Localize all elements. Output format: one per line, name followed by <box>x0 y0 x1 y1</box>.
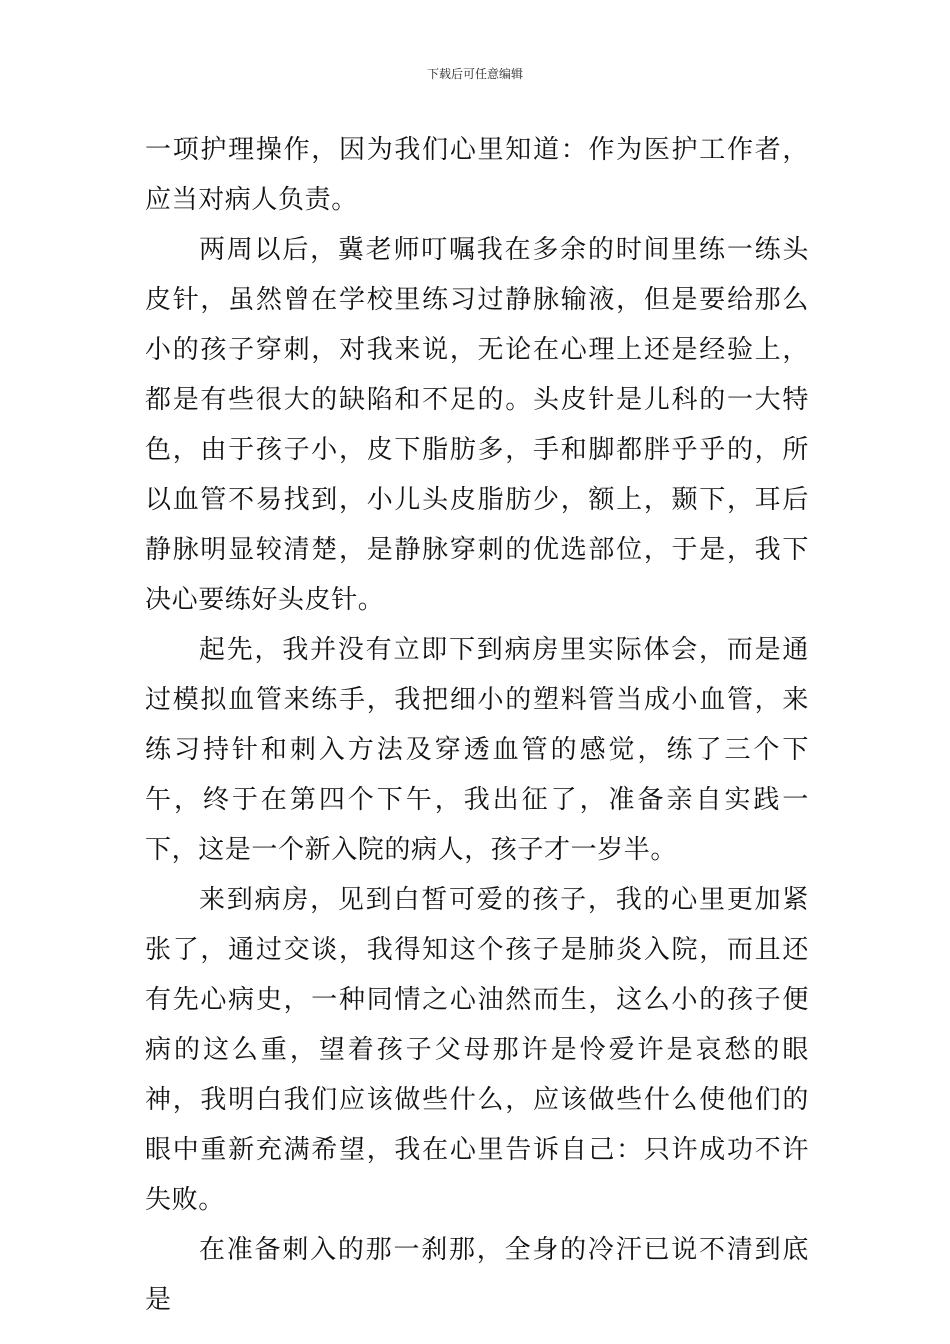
paragraph-1: 一项护理操作，因为我们心里知道：作为医护工作者，应当对病人负责。 <box>145 135 809 215</box>
paragraph-5: 在准备刺入的那一刹那，全身的冷汗已说不清到底是 <box>145 1235 809 1315</box>
paragraph-3: 起先，我并没有立即下到病房里实际体会，而是通过模拟血管来练手，我把细小的塑料管当成小血管，来练习持针和刺入方法及穿透血管的感觉，练了三个下午，终于在第四个下午，我出征了，准备亲自实践一下，这是一个新入院的病人，孩子才一岁半。 <box>145 635 809 865</box>
page-header-note: 下载后可任意编辑 <box>426 67 523 81</box>
body-text <box>145 125 809 1325</box>
paragraph-2: 两周以后，冀老师叮嘱我在多余的时间里练一练头皮针，虽然曾在学校里练习过静脉输液，但是要给那么小的孩子穿刺，对我来说，无论在心理上还是经验上，都是有些很大的缺陷和不足的。头皮针是儿科的一大特色，由于孩子小，皮下脂肪多，手和脚都胖乎乎的，所以血管不易找到，小儿头皮脂肪少，额上，颞下，耳后静脉明显较清楚，是静脉穿刺的优选部位，于是，我下决心要练好头皮针。 <box>145 235 809 615</box>
paragraph-4: 来到病房，见到白皙可爱的孩子，我的心里更加紧张了，通过交谈，我得知这个孩子是肺炎入院，而且还有先心病史，一种同情之心油然而生，这么小的孩子便病的这么重，望着孩子父母那许是怜爱许是哀愁的眼神，我明白我们应该做些什么，应该做些什么使他们的眼中重新充满希望，我在心里告诉自己：只许成功不许失败。 <box>145 885 809 1215</box>
